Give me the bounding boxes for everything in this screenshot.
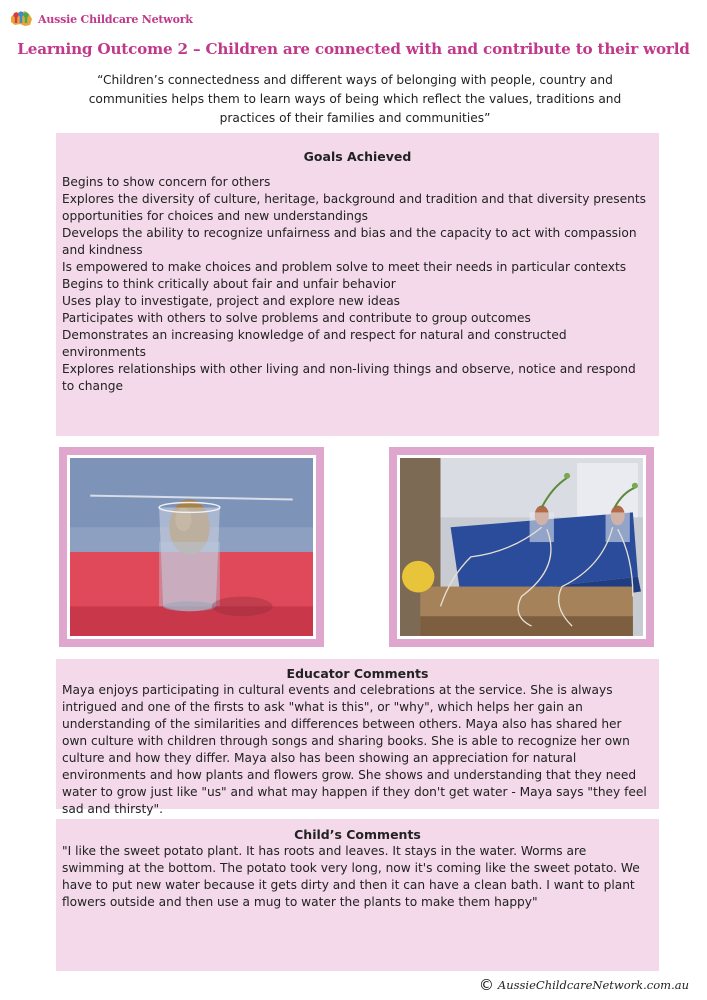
footer-site: AussieChildcareNetwork.com.au <box>497 978 689 992</box>
aussie-childcare-logo-icon <box>8 8 34 30</box>
goal-item: Begins to show concern for others <box>62 175 271 189</box>
educator-comment-text: Maya enjoys participating in cultural events and celebrations at the service. She is always intrigued and one of the firsts to ask "what is this", or "why", which helps her gain an understanding of the similarities and differences between others. Maya also has shared her own culture with children through songs and sharing books. She is able to recognize her own culture and how they differ. Maya also has been showing an appreciation for natural environments and how plants and flowers grow. She shows and understanding that they need water to grow just like "us" and what may happen if they don't get water - Maya says "they feel sad and thirsty". <box>62 683 647 816</box>
sweet-potato-in-glass-photo-icon <box>70 458 313 636</box>
goal-item: Uses play to investigate, project and explore new ideas <box>62 294 401 308</box>
goals-list <box>56 174 659 395</box>
sprouting-potatoes-tray-photo-icon <box>400 458 643 636</box>
goal-item: Explores the diversity of culture, heritage, background and tradition and that diversity presents opportunities for choices and new understandings <box>62 192 646 223</box>
brand-name: Aussie Childcare Network <box>38 12 193 26</box>
brand-header <box>8 8 193 30</box>
goal-item: Demonstrates an increasing knowledge of and respect for natural and constructed environments <box>62 328 567 359</box>
page-title: Learning Outcome 2 – Children are connected with and contribute to their world <box>17 40 690 58</box>
photo-frame-right <box>389 447 654 647</box>
goals-heading: Goals Achieved <box>303 149 412 164</box>
child-comment-text: "I like the sweet potato plant. It has roots and leaves. It stays in the water. Worms are swimming at the bottom. The potato took very long, now it's coming like the sweet potato. We have to put new water because it gets dirty and then it can have a clean bath. I want to plant flowers outside and then use a mug to water the plants to make them happy" <box>62 844 640 909</box>
footer <box>479 976 689 994</box>
outcome-quote: “Children’s connectedness and different ways of belonging with people, country and communities helps them to learn ways of being which reflect the values, traditions and practices of their families and communities” <box>88 73 622 125</box>
goal-item: Begins to think critically about fair and unfair behavior <box>62 277 396 291</box>
goal-item: Participates with others to solve problems and contribute to group outcomes <box>62 311 531 325</box>
child-comments-panel <box>56 819 659 971</box>
educator-comments-panel <box>56 659 659 816</box>
copyright-icon: © <box>478 976 494 994</box>
photo-frame-left <box>59 447 324 647</box>
educator-heading: Educator Comments <box>286 666 429 681</box>
goal-item: Is empowered to make choices and problem solve to meet their needs in particular contexts <box>62 260 627 274</box>
goal-item: Explores relationships with other living and non-living things and observe, notice and respond to change <box>62 362 636 393</box>
child-heading: Child’s Comments <box>294 827 421 842</box>
goal-item: Develops the ability to recognize unfairness and bias and the capacity to act with compassion and kindness <box>62 226 637 257</box>
goals-achieved-panel <box>56 133 659 436</box>
